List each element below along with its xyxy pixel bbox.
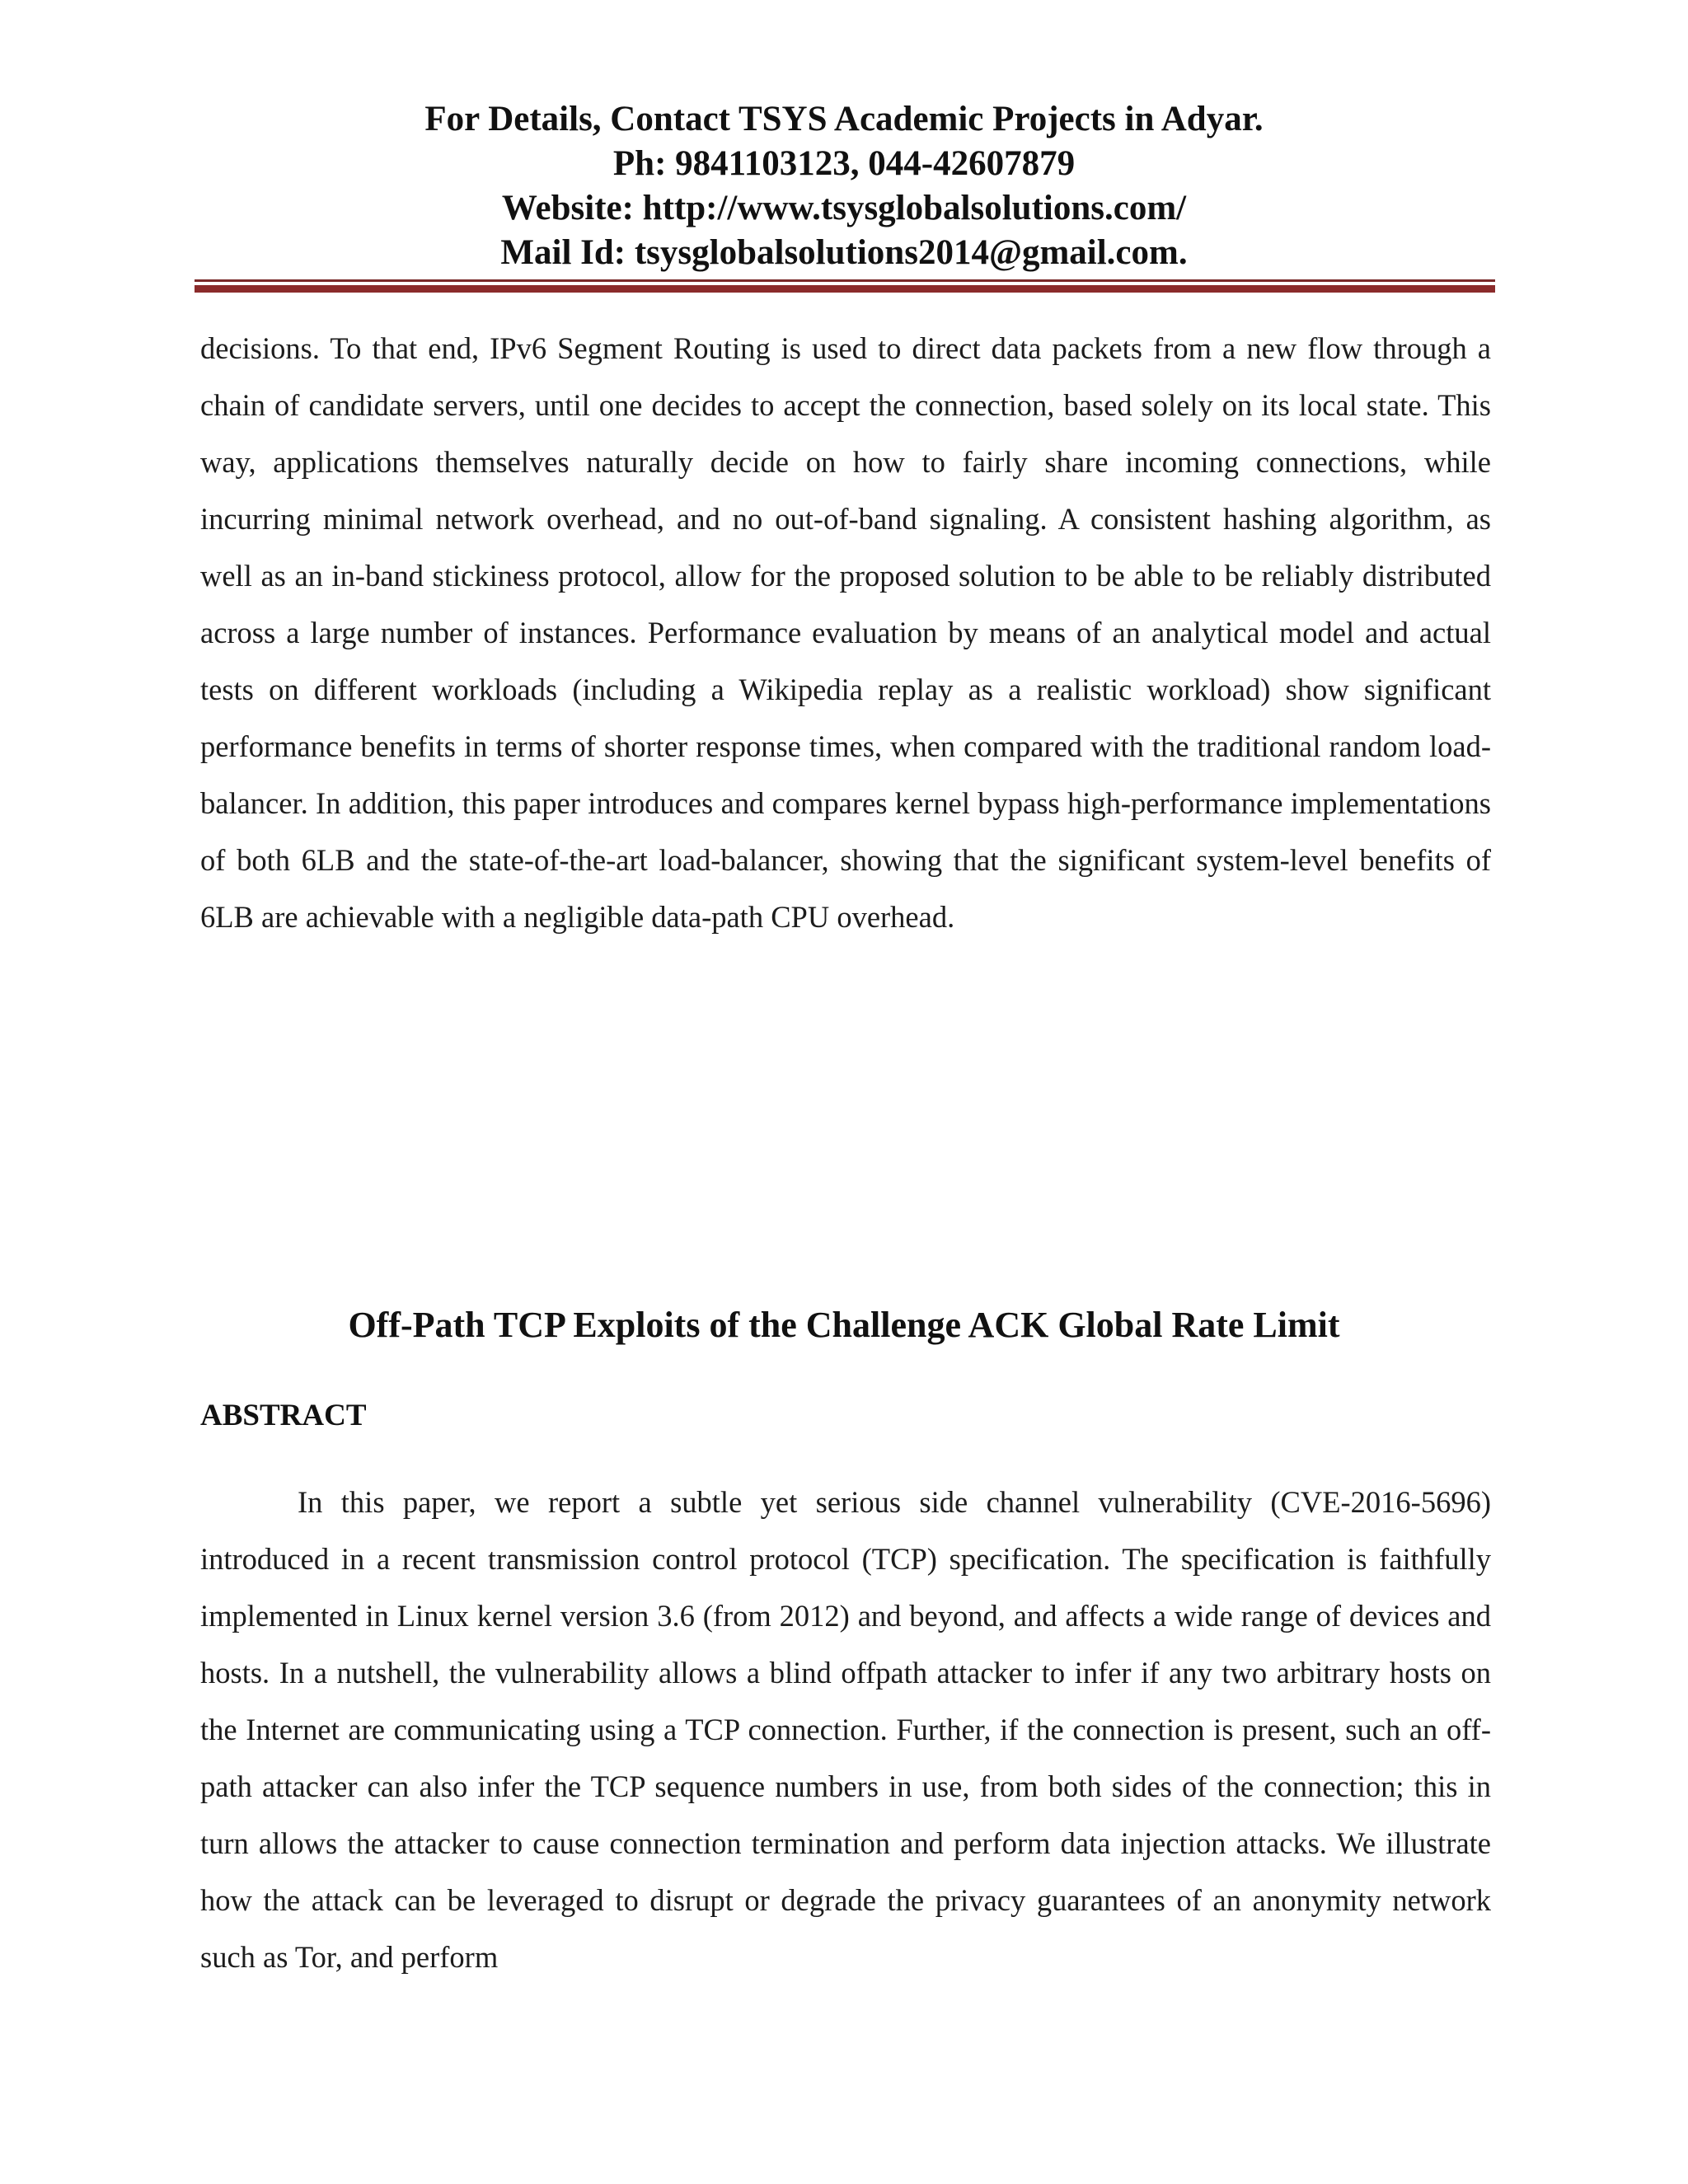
continued-paragraph: decisions. To that end, IPv6 Segment Routing is used to direct data packets from a new flow through a chain of candidate servers, until one decides to accept the connection, based solely on its local state. This way, applications themselves naturally decide on how to fairly share incoming connections, while incurring minimal network overhead, and no out-of-band signaling. A consistent hashing algorithm, as well as an in-band stickiness protocol, allow for the proposed solution to be able to be reliably distributed across a large number of instances. Performance evaluation by means of an analytical model and actual tests on different workloads (including a Wikipedia replay as a realistic workload) show significant performance benefits in terms of shorter response times, when compared with the traditional random load-balancer. In addition, this paper introduces and compares kernel bypass high-performance implementations of both 6LB and the state-of-the-art load-balancer, showing that the significant system-level benefits of 6LB are achievable with a negligible data-path CPU overhead. — [200, 331, 1491, 934]
header-phone-line: Ph: 9841103123, 044-42607879 — [612, 144, 1076, 183]
header-divider-thin — [195, 279, 1495, 282]
abstract-heading: ABSTRACT — [200, 1399, 367, 1432]
paper-title: Off-Path TCP Exploits of the Challenge ACK Global Rate Limit — [348, 1305, 1340, 1345]
header-email-line: Mail Id: tsysglobalsolutions2014@gmail.com. — [500, 233, 1188, 272]
header-website-line: Website: http://www.tsysglobalsolutions.com/ — [501, 189, 1187, 227]
abstract-paragraph: In this paper, we report a subtle yet serious side channel vulnerability (CVE-2016-5696) introduced in a recent transmission control protocol (TCP) specification. The specification is faithfully implemented in Linux kernel version 3.6 (from 2012) and beyond, and affects a wide range of devices and hosts. In a nutshell, the vulnerability allows a blind offpath attacker to infer if any two arbitrary hosts on the Internet are communicating using a TCP connection. Further, if the connection is present, such an off-path attacker can also infer the TCP sequence numbers in use, from both sides of the connection; this in turn allows the attacker to cause connection termination and perform data injection attacks. We illustrate how the attack can be leveraged to disrupt or degrade the privacy guarantees of an anonymity network such as Tor, and perform — [200, 1485, 1491, 1974]
contact-header — [0, 97, 1688, 275]
header-divider-thick — [195, 285, 1495, 293]
header-contact-line: For Details, Contact TSYS Academic Projects in Adyar. — [424, 100, 1264, 138]
